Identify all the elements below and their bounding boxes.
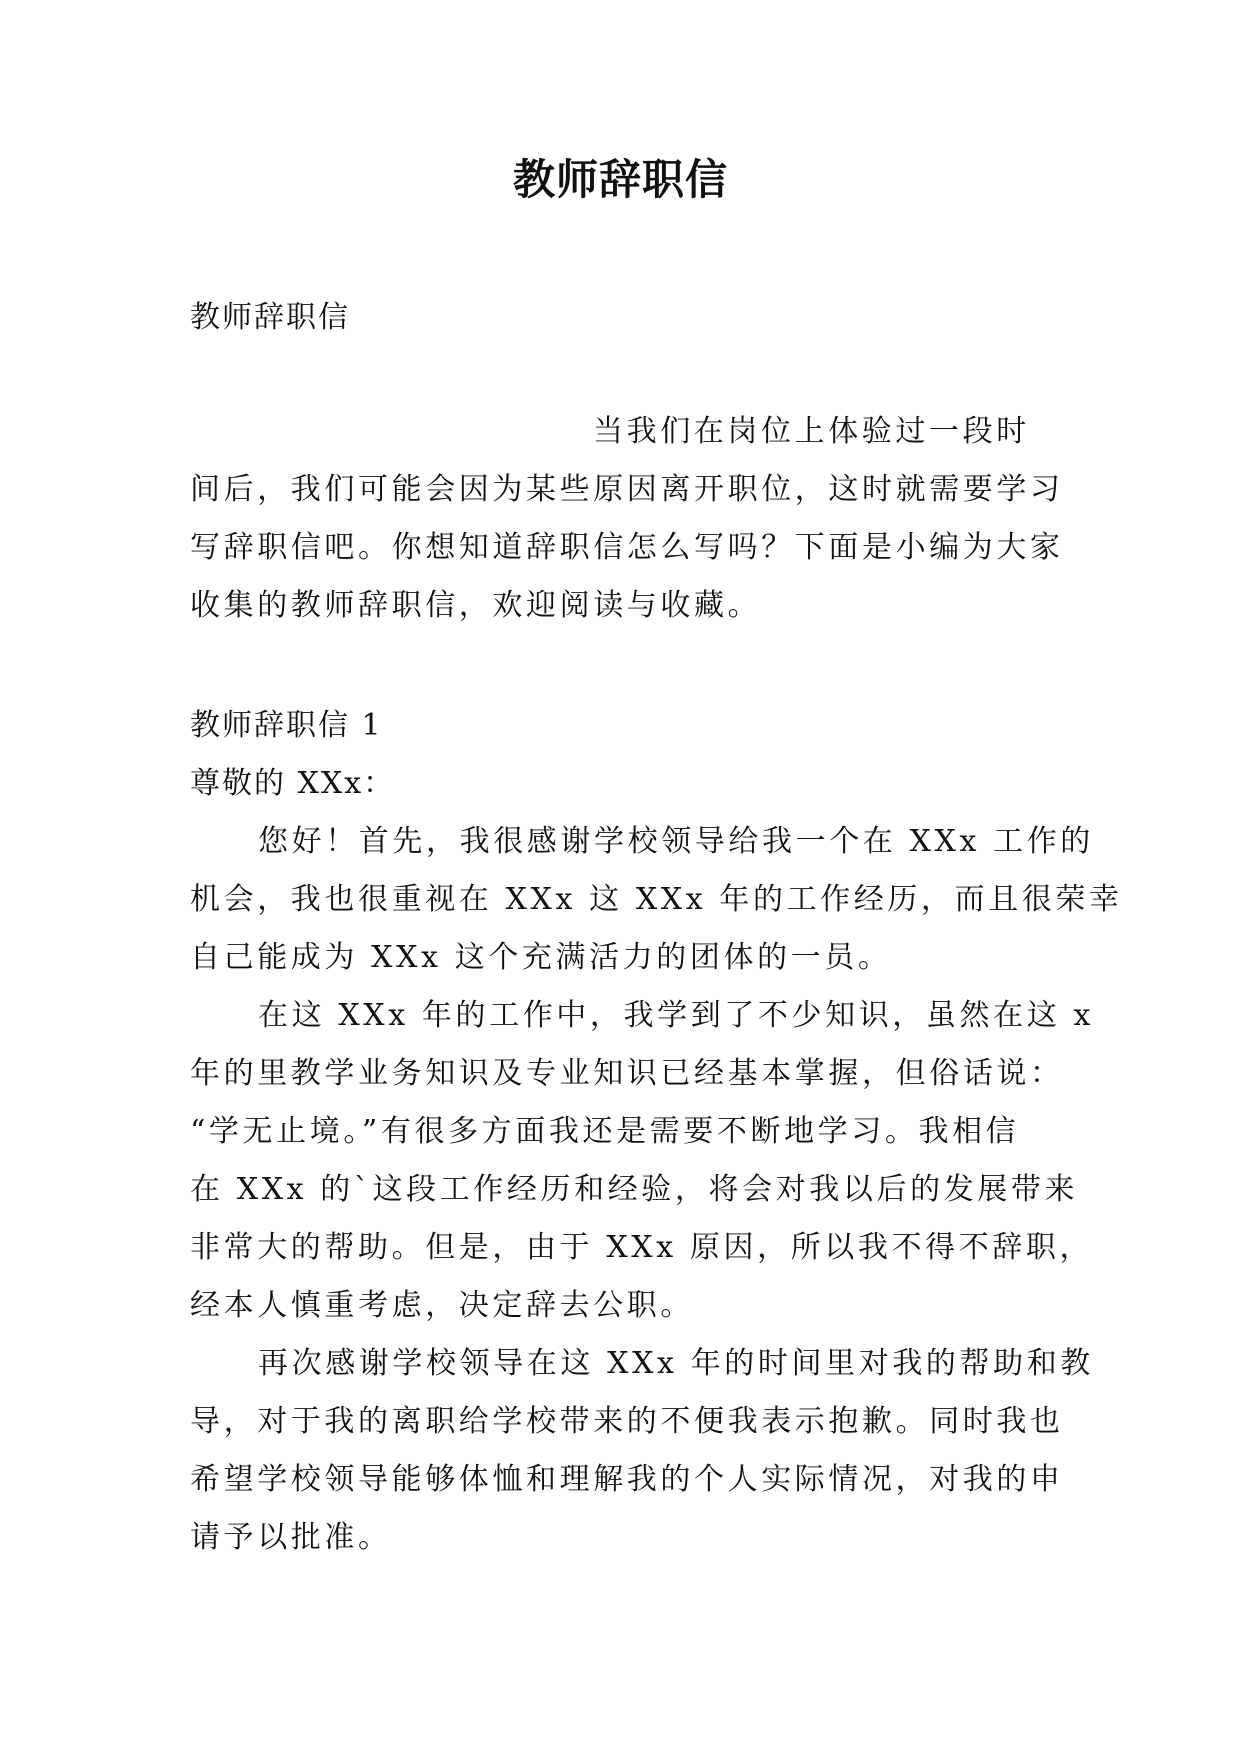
- paragraph-line: 在 XXx 的`这段工作经历和经验，将会对我以后的发展带来: [190, 1172, 1079, 1207]
- paragraph-line: 请予以批准。: [190, 1520, 392, 1555]
- paragraph-line: 经本人慎重考虑，决定辞去公职。: [190, 1288, 694, 1323]
- letter-heading: 教师辞职信 1: [190, 708, 383, 743]
- paragraph-line: 年的里教学业务知识及专业知识已经基本掌握，但俗话说：: [190, 1056, 1064, 1091]
- paragraph-line: “学无止境。”有很多方面我还是需要不断地学习。我相信: [190, 1114, 1020, 1149]
- salutation: 尊敬的 XXx：: [190, 766, 396, 801]
- paragraph-line: 导，对于我的离职给学校带来的不便我表示抱歉。同时我也: [190, 1404, 1064, 1439]
- intro-line: 写辞职信吧。你想知道辞职信怎么写吗？下面是小编为大家: [190, 530, 1064, 565]
- paragraph-line: 您好！首先，我很感谢学校领导给我一个在 XXx 工作的: [258, 824, 1094, 859]
- paragraph-line: 再次感谢学校领导在这 XXx 年的时间里对我的帮助和教: [258, 1346, 1094, 1381]
- intro-line: 间后，我们可能会因为某些原因离开职位，这时就需要学习: [190, 472, 1064, 507]
- paragraph-line: 非常大的帮助。但是，由于 XXx 原因，所以我不得不辞职，: [190, 1230, 1094, 1265]
- paragraph-line: 希望学校领导能够体恤和理解我的个人实际情况，对我的申: [190, 1462, 1064, 1497]
- intro-line: 当我们在岗位上体验过一段时: [593, 414, 1030, 449]
- paragraph-line: 在这 XXx 年的工作中，我学到了不少知识，虽然在这 x: [258, 998, 1094, 1033]
- subtitle: 教师辞职信: [190, 300, 350, 335]
- document-title: 教师辞职信: [512, 155, 728, 204]
- intro-line: 收集的教师辞职信，欢迎阅读与收藏。: [190, 588, 762, 623]
- paragraph-line: 自己能成为 XXx 这个充满活力的团体的一员。: [190, 940, 892, 975]
- paragraph-line: 机会，我也很重视在 XXx 这 XXx 年的工作经历，而且很荣幸: [190, 882, 1123, 917]
